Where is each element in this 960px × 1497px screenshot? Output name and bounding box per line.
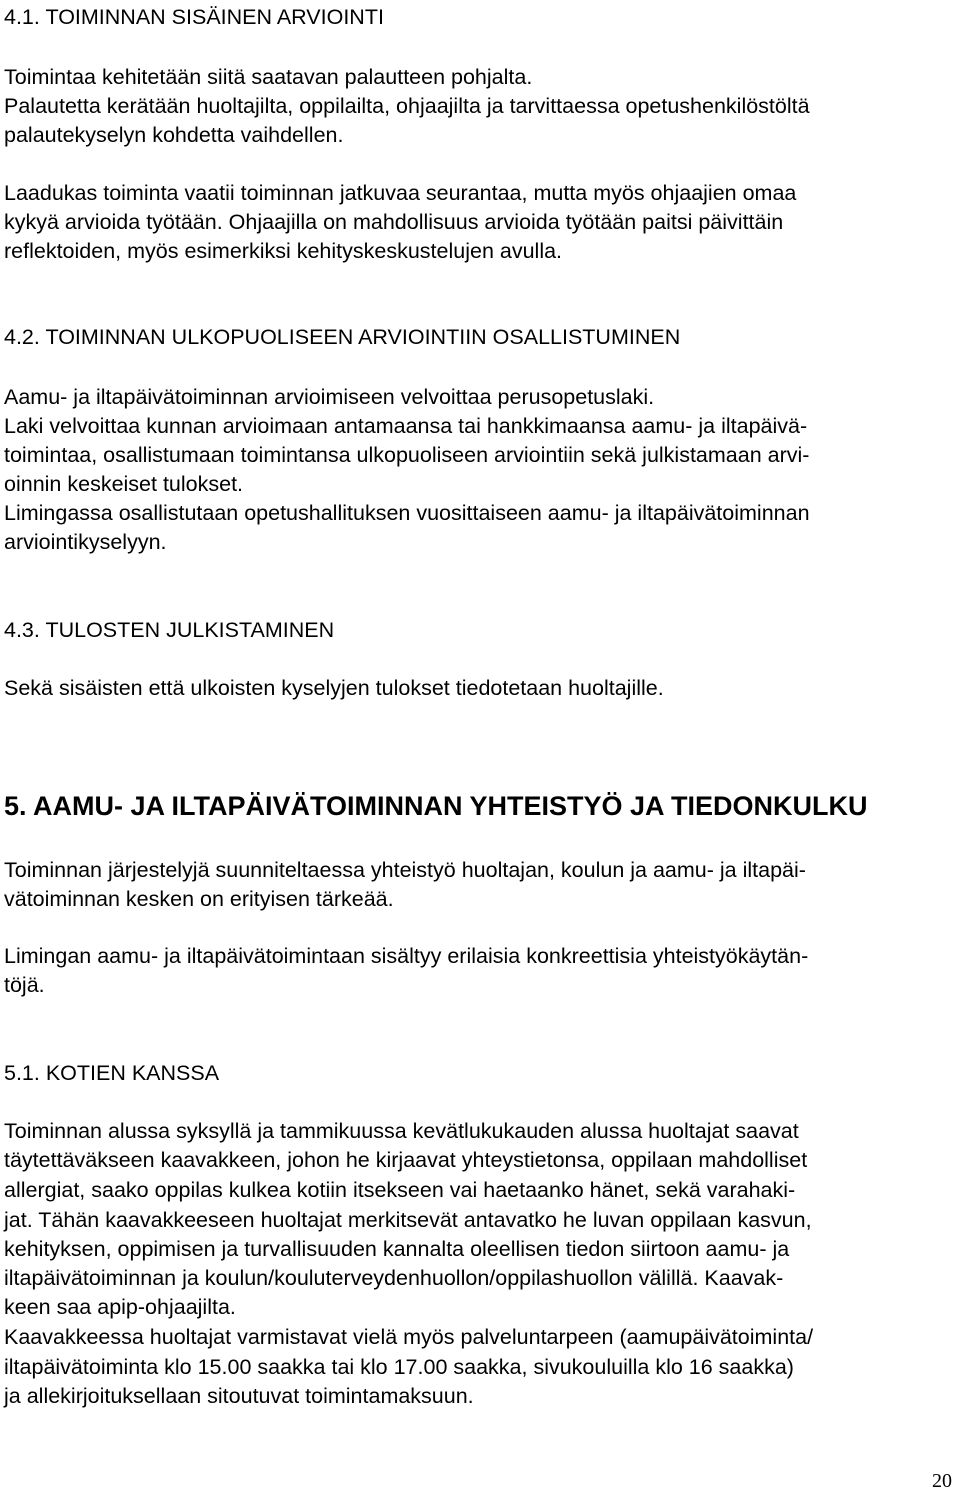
section-heading-4-3: 4.3. TULOSTEN JULKISTAMINEN — [4, 618, 335, 642]
body-line: Sekä sisäisten että ulkoisten kyselyjen tulokset tiedotetaan huoltajille. — [4, 676, 664, 700]
body-line: kehityksen, oppimisen ja turvallisuuden kannalta oleellisen tiedon siirtoon aamu- ja — [4, 1237, 790, 1261]
body-line: Limingan aamu- ja iltapäivätoimintaan sisältyy erilaisia konkreettisia yhteistyökäytän- — [4, 944, 809, 968]
section-heading-4-2: 4.2. TOIMINNAN ULKOPUOLISEEN ARVIOINTIIN OSALLISTUMINEN — [4, 325, 681, 349]
body-line: vätoiminnan kesken on erityisen tärkeää. — [4, 887, 394, 911]
body-line: reflektoiden, myös esimerkiksi kehityskeskustelujen avulla. — [4, 239, 563, 263]
body-line: Palautetta kerätään huoltajilta, oppilailta, ohjaajilta ja tarvittaessa opetushenkilöstöltä — [4, 94, 810, 118]
body-line: Toimintaa kehitetään siitä saatavan palautteen pohjalta. — [4, 65, 533, 89]
body-line: oinnin keskeiset tulokset. — [4, 472, 244, 496]
chapter-heading-5: 5. AAMU- JA ILTAPÄIVÄTOIMINNAN YHTEISTYÖ JA TIEDONKULKU — [4, 791, 868, 821]
body-line: toimintaa, osallistumaan toimintansa ulkopuoliseen arviointiin sekä julkistamaan arvi- — [4, 443, 810, 467]
body-line: Limingassa osallistutaan opetushallituksen vuosittaiseen aamu- ja iltapäivätoiminnan — [4, 501, 810, 525]
page-number: 20 — [932, 1470, 952, 1492]
body-line: Laki velvoittaa kunnan arvioimaan antamaansa tai hankkimaansa aamu- ja iltapäivä- — [4, 414, 808, 438]
body-line: iltapäivätoiminta klo 15.00 saakka tai klo 17.00 saakka, sivukouluilla klo 16 saakka) — [4, 1355, 794, 1379]
body-line: arviointikyselyyn. — [4, 530, 167, 554]
body-line: Toiminnan järjestelyjä suunniteltaessa yhteistyö huoltajan, koulun ja aamu- ja iltapäi- — [4, 858, 806, 882]
body-line: Laadukas toiminta vaatii toiminnan jatkuvaa seurantaa, mutta myös ohjaajien omaa — [4, 181, 797, 205]
body-line: Kaavakkeessa huoltajat varmistavat vielä myös palveluntarpeen (aamupäivätoiminta/ — [4, 1325, 814, 1349]
section-heading-4-1: 4.1. TOIMINNAN SISÄINEN ARVIOINTI — [4, 5, 384, 29]
body-line: allergiat, saako oppilas kulkea kotiin itsekseen vai haetaanko hänet, sekä varahaki- — [4, 1178, 796, 1202]
body-line: iltapäivätoiminnan ja koulun/kouluterveydenhuollon/oppilashuollon välillä. Kaavak- — [4, 1266, 784, 1290]
body-line: Aamu- ja iltapäivätoiminnan arvioimiseen velvoittaa perusopetuslaki. — [4, 385, 655, 409]
body-line: töjä. — [4, 973, 45, 997]
body-line: palautekyselyn kohdetta vaihdellen. — [4, 123, 344, 147]
body-line: jat. Tähän kaavakkeeseen huoltajat merkitsevät antavatko he luvan oppilaan kasvun, — [4, 1208, 812, 1232]
body-line: Toiminnan alussa syksyllä ja tammikuussa kevätlukukauden alussa huoltajat saavat — [4, 1119, 799, 1143]
section-heading-5-1: 5.1. KOTIEN KANSSA — [4, 1061, 220, 1085]
body-line: keen saa apip-ohjaajilta. — [4, 1295, 236, 1319]
body-line: ja allekirjoituksellaan sitoutuvat toimintamaksuun. — [4, 1384, 474, 1408]
body-line: täytettäväkseen kaavakkeen, johon he kirjaavat yhteystietonsa, oppilaan mahdolliset — [4, 1148, 808, 1172]
body-line: kykyä arvioida työtään. Ohjaajilla on mahdollisuus arvioida työtään paitsi päivittäin — [4, 210, 784, 234]
